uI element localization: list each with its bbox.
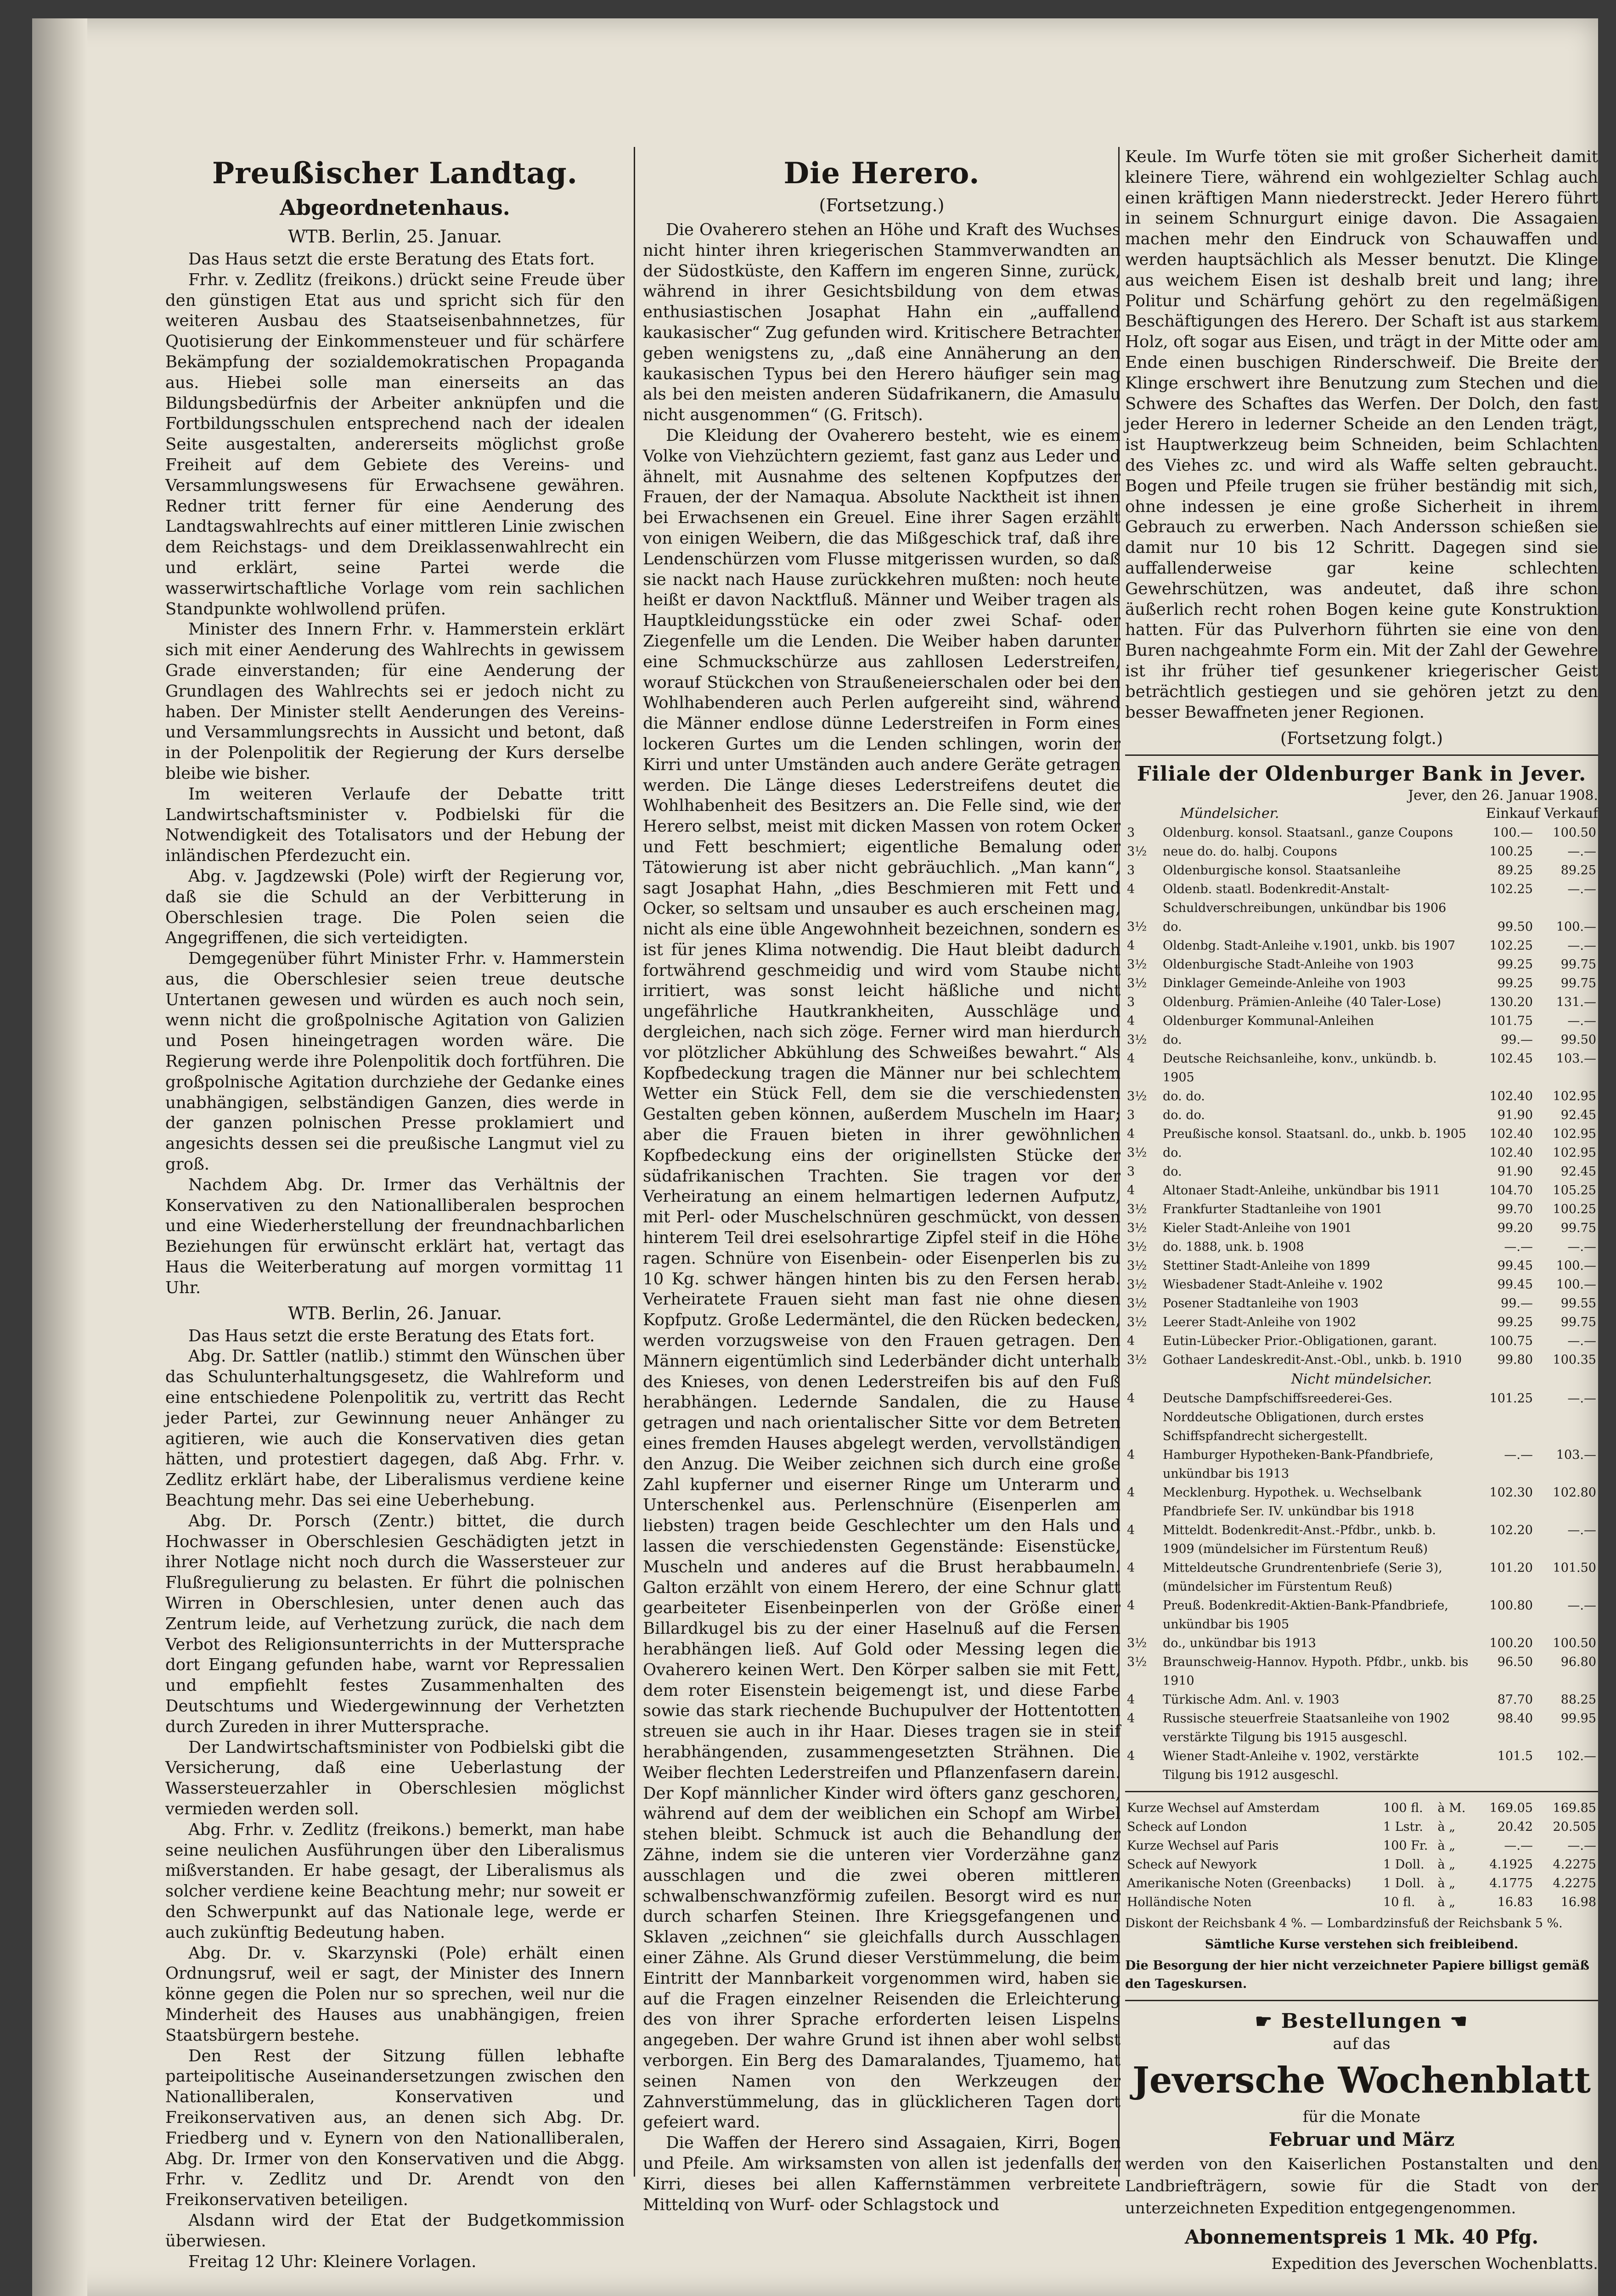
exchange-table bbox=[1125, 1799, 1598, 1912]
sell-cell: 99.50 bbox=[1560, 1033, 1596, 1047]
buy-cell: 96.50 bbox=[1497, 1655, 1533, 1670]
sell-cell: 100.50 bbox=[1553, 1636, 1596, 1651]
table-row bbox=[1125, 1125, 1598, 1143]
paragraph: Abg. Frhr. v. Zedlitz (freikons.) bemerkt, man habe seine neulichen Ausführungen über den Liberalismus mißverstanden. Er habe gesagt, der Liberalismus als solcher verdiene keine Beachtung mehr; nur soweit er den Schwerpunkt auf das Nationale lege, werde er auch zukünftig Bedeutung haben. bbox=[165, 1820, 625, 1942]
buy-cell: 99.45 bbox=[1497, 1259, 1533, 1273]
article-subtitle: (Fortsetzung.) bbox=[819, 195, 945, 215]
buy-cell: 101.25 bbox=[1489, 1391, 1533, 1406]
security-cell: Kieler Stadt-Anleihe von 1901 bbox=[1163, 1221, 1352, 1236]
paragraph: Abg. Dr. v. Skarzynski (Pole) erhält einen Ordnungsruf, weil er sagt, der Minister des Innern könne gegen die Polen nur so sprechen, weil nur die Minderheit des Hauses aus unabhängigen, freien Staatsbürgern bestehe. bbox=[165, 1943, 625, 2045]
security-cell: Posener Stadtanleihe von 1903 bbox=[1163, 1296, 1359, 1311]
security-cell: Braunschweig-Hannov. Hypoth. Pfdbr., unkb. bis 1910 bbox=[1163, 1655, 1469, 1688]
buy-cell: 100.25 bbox=[1489, 844, 1533, 859]
paragraph: Die Ovaherero stehen an Höhe und Kraft des Wuchses nicht hinter ihren kriegerischen Stammverwandten an der Südostküste, den Kaffern im engeren Sinne, zurück, während in ihrer Gesichtsbildung von dem etwas enthusiastischen Josaphat Hahn ein „auffallend kaukasischer“ Zug gefunden wird. Kritischere Betrachter geben wenigstens zu, „daß eine Annäherung an den kaukasischen Typus bei den Herero häufiger sein mag als bei den meisten anderen Südafrikanern, die Amasulu nicht ausgenommen“ (G. Fritsch). bbox=[643, 220, 1121, 425]
security-cell: do., unkündbar bis 1913 bbox=[1163, 1636, 1316, 1651]
rates-note: Sämtliche Kurse verstehen sich freibleibend. bbox=[1205, 1937, 1519, 1952]
table-row bbox=[1125, 1596, 1598, 1634]
table-row bbox=[1125, 1256, 1598, 1275]
article-title: Preußischer Landtag. bbox=[212, 156, 578, 191]
buy-cell: 169.05 bbox=[1489, 1801, 1533, 1816]
buy-cell: 101.20 bbox=[1489, 1561, 1533, 1576]
security-cell: Altonaer Stadt-Anleihe, unkündbar bis 1911 bbox=[1163, 1183, 1441, 1198]
buy-cell: 102.25 bbox=[1489, 939, 1533, 953]
paragraph: Alsdann wird der Etat der Budgetkommission überwiesen. bbox=[165, 2211, 625, 2251]
sell-cell: 100.35 bbox=[1553, 1353, 1596, 1367]
buy-cell: 99.25 bbox=[1497, 957, 1533, 972]
paragraph: Die Kleidung der Ovaherero besteht, wie es einem Volke von Viehzüchtern geziemt, fast ganz aus Leder und ähnelt, mit Ausnahme des seltenen Kopfputzes der Frauen, der der Namaqua. Absolute Nacktheit ist ihnen bei Erwachsenen ein Greuel. Eine ihrer Sagen erzählt von einigen Weibern, die das Mißgeschick traf, daß ihre Lendenschürzen vom Flusse mitgerissen wurden, so daß sie nackt nach Hause zurückkehren mußten: noch heute heißt er davon Nacktfluß. Männer und Weiber tragen als Hauptkleidungsstücke ein oder zwei Schaf- oder Ziegenfelle um die Lenden. Die Weiber haben darunter eine Schmuckschürze aus zahllosen Lederstreifen, worauf Stückchen von Straußeneierschalen oder bei den Wohlhabenderen auch Perlen aufgereiht sind, während die Männer endlose dünne Lederstreifen in Form eines lockeren Gurtes um die Lenden schlingen, worin der Kirri und unter Umständen auch andere Geräte getragen werden. Die Länge dieses Lederstreifens deutet die Wohlhabenheit des Besitzers an. Die Felle sind, wie der Herero selbst, meist mit dicken Massen von rotem Ocker und Fett beschmiert; eigentliche Bemalung oder Tätowierung ist aber nicht gebräuchlich. „Man kann“, sagt Josaphat Hahn, „dies Beschmieren mit Fett und Ocker, so seltsam und unsauber es auch erscheinen mag, nicht als eine üble Angewohnheit bezeichnen, sondern es ist für jenes Klima notwendig. Die Haut bleibt dadurch fortwährend geschmeidig und wird vom Staube nicht irritiert, was sonst leicht häßliche und nicht ungefährliche Hautkrankheiten, Ausschläge und dergleichen, nach sich zöge. Ferner wird man hierdurch vor plötzlicher Abkühlung des Schweißes bewahrt.“ Als Kopfbedeckung tragen die Männer nur bei schlechtem Wetter ein Stück Fell, dem sie die verschiedensten Gestalten geben können, außerdem Muscheln im Haar; aber die Frauen bieten in ihrer gewöhnlichen Kopfbedeckung eins der originellsten Stücke der südafrikanischen Trachten. Sie tragen vor der Verheiratung an einem helmartigen ledernen Aufputz, mit Perl- oder Muschelschnüren geschmückt, von dessen hinterem Teil drei eselsohrartige Zipfel steif in die Höhe ragen. Schnüre von Eisenbein- oder Eisenperlen bis zu 10 Kg. schwer hängen hinten bis zu den Fersen herab. Verheiratete Frauen sieht man fast nie ohne diesen Kopfputz. Große Ledermäntel, die den Rücken bedecken, werden vorzugsweise von den Frauen getragen. Den Männern eigentümlich sind Lederbänder dicht unterhalb des Knieses, von denen Lederstreifen bis auf den Fuß herabhängen. Ledernde Sandalen, die zu Hause getragen und nach orientalischer Sitte vor dem Betreten eines fremden Hauses abgelegt werden, vervollständigen den Anzug. Die Weiber zeichnen sich durch eine große Zahl kupferner und eiserner Ringe um Unterarm und Unterschenkel aus. Perlenschnüre (Eisenperlen am liebsten) tragen beide Geschlechter um den Hals und lassen die verschiedensten Gegenstände: Eisenstücke, Muscheln und anderes auf die Brust herabbaumeln. Galton erzählt von einem Herero, der eine Schnur glatt gearbeiteter Eisenbeinperlen von der Größe einer Billardkugel bis zu der einer Haselnuß auf die Fersen herabhängen ließ. Auf Gold oder Messing legen die Ovaherero keinen Wert. Den Körper salben sie mit Fett, dem roter Eisenstein beigemengt ist, und diese Farbe sowie das stark riechende Buchupulver der Hottentotten streuen sie auch in ihr Haar. Dieses tragen sie in steif herabhängenden, zusammengesetzten Strähnen. Die Weiber flechten Lederstreifen und Pflanzenfasern darein. Der Kopf männlicher Kinder wird öfters ganz geschoren, während auf dem der weiblichen ein Schopf am Wirbel stehen bleibt. Schmuck ist auch die Behandlung der Zähne, indem sie die unteren vier Vorderzähne ganz ausschlagen und die zwei oberen mittleren schwalbenschwanzförmig zufeilen. Besorgt wird es nur durch scharfen Steinen. Ihre Kriegsgefangenen und Sklaven „zeichnen“ sie gleichfalls durch Ausschlagen einer Zähne. Als Grund dieser Verstümmelung, die beim Eintritt der Mannbarkeit vorgenommen wird, haben sie auf die Fragen einzelner Reisenden die Erleichterung des von ihrer Sprache erforderten leisen Lispelns angegeben. Der wahre Grund ist ihnen aber wohl selbst verborgen. Ein Berg des Damaralandes, Tjuamemo, hat seinen Namen von den Werkzeugen der Zahnverstümmelung, das in glücklicheren Tagen dort gefeiert ward. bbox=[643, 426, 1121, 2132]
paragraph: Abg. Dr. Porsch (Zentr.) bittet, die durch Hochwasser in Oberschlesien Geschädigten jetzt in ihrer Notlage nicht noch durch die Wassersteuer zur Flußregulierung zu belasten. Er führt die polnischen Wirren in Oberschlesien, unter denen auch das Zentrum leide, auf Verhetzung zurück, die nach dem Verbot des Religionsunterrichts in der Muttersprache dort Eingang gefunden habe, warnt vor Repressalien und empfiehlt festes Zusammenhalten des Deutschtums und Wiedergewinnung der Verhetzten durch Zureden in ihrer Muttersprache. bbox=[165, 1511, 625, 1736]
rate-cell: 3½ bbox=[1127, 920, 1147, 934]
table-row bbox=[1125, 1049, 1598, 1087]
paragraph: Das Haus setzt die erste Beratung des Etats fort. bbox=[188, 1326, 595, 1345]
currency-cell: à „ bbox=[1437, 1839, 1456, 1853]
sell-cell: 103.— bbox=[1556, 1448, 1596, 1463]
sell-cell: —.— bbox=[1567, 882, 1596, 897]
exchange-label: Kurze Wechsel auf Amsterdam bbox=[1127, 1801, 1320, 1816]
sell-cell: 99.55 bbox=[1560, 1296, 1596, 1311]
unit-cell: 1 Doll. bbox=[1383, 1857, 1425, 1872]
buy-cell: 91.90 bbox=[1497, 1165, 1533, 1179]
security-cell: Oldenburger Kommunal-Anleihen bbox=[1163, 1014, 1374, 1029]
table-row bbox=[1125, 1162, 1598, 1181]
bank-date-row bbox=[1125, 788, 1598, 804]
sell-cell: 20.505 bbox=[1553, 1820, 1596, 1835]
rate-cell: 4 bbox=[1127, 1334, 1135, 1349]
bank-date: Jever, den 26. Januar 1908. bbox=[1408, 788, 1598, 804]
security-cell: Mitteldeutsche Grundrentenbriefe (Serie 3), (mündelsicher im Fürstentum Reuß) bbox=[1163, 1561, 1442, 1594]
paragraph: Den Rest der Sitzung füllen lebhafte parteipolitische Auseinandersetzungen zwischen den Nationalliberalen, Konservativen und Freikonservativen aus, an denen sich Abg. Dr. Friedberg und v. Eynern von den Nationalliberalen, Abg. Dr. Irmer von den Konservativen und die Abgg. Frhr. v. Zedlitz und Dr. Arendt von den Freikonservativen beteiligen. bbox=[165, 2046, 625, 2210]
security-cell: Gothaer Landeskredit-Anst.-Obl., unkb. b. 1910 bbox=[1163, 1353, 1462, 1367]
divider bbox=[1125, 754, 1598, 756]
table-row bbox=[1125, 1799, 1598, 1818]
sell-cell: —.— bbox=[1567, 1240, 1596, 1255]
table-row bbox=[1125, 1351, 1598, 1369]
sell-cell: 102.95 bbox=[1553, 1146, 1596, 1160]
security-cell: Dinklager Gemeinde-Anleihe von 1903 bbox=[1163, 976, 1406, 991]
sell-cell: 102.— bbox=[1556, 1749, 1596, 1764]
table-row bbox=[1125, 955, 1598, 974]
exchange-label: Scheck auf London bbox=[1127, 1820, 1247, 1835]
buy-cell: 102.25 bbox=[1489, 882, 1533, 897]
table-row bbox=[1125, 1446, 1598, 1483]
sell-cell: 89.25 bbox=[1560, 863, 1596, 878]
buy-cell: 99.— bbox=[1501, 1296, 1533, 1311]
table-row bbox=[1125, 1690, 1598, 1709]
security-cell: do. bbox=[1163, 1165, 1182, 1179]
paragraph: Freitag 12 Uhr: Kleinere Vorlagen. bbox=[188, 2252, 477, 2271]
buy-cell: 102.40 bbox=[1489, 1127, 1533, 1142]
rate-cell: 4 bbox=[1127, 1598, 1135, 1613]
rate-cell: 3 bbox=[1127, 995, 1135, 1010]
page-edge bbox=[32, 18, 87, 2296]
buy-cell: 4.1775 bbox=[1489, 1876, 1533, 1891]
ad-price: Abonnementspreis 1 Mk. 40 Pfg. bbox=[1184, 2226, 1539, 2249]
currency-cell: à „ bbox=[1437, 1895, 1456, 1910]
buy-cell: 99.45 bbox=[1497, 1277, 1533, 1292]
buy-cell: 4.1925 bbox=[1489, 1857, 1533, 1872]
ad-heading bbox=[1125, 2009, 1598, 2033]
ad-text: für die Monate bbox=[1302, 2108, 1421, 2127]
sell-cell: 99.75 bbox=[1560, 1315, 1596, 1330]
sell-cell: 99.75 bbox=[1560, 976, 1596, 991]
currency-cell: à „ bbox=[1437, 1857, 1456, 1872]
table-row bbox=[1125, 1818, 1598, 1836]
rate-cell: 4 bbox=[1127, 1014, 1135, 1029]
buy-cell: 20.42 bbox=[1497, 1820, 1533, 1835]
ad-signature: Expedition des Jeverschen Wochenblatts. bbox=[1271, 2255, 1598, 2273]
sell-cell: 105.25 bbox=[1553, 1183, 1596, 1198]
paragraph: Nachdem Abg. Dr. Irmer das Verhältnis der Konservativen zu den Nationalliberalen besprochen und eine Wiederherstellung der freundnachbarlichen Beziehungen für erwünscht erklärt hat, vertagt das Haus die Weiterberatung auf morgen vormittag 11 Uhr. bbox=[165, 1175, 625, 1297]
paragraph: Der Landwirtschaftsminister von Podbielski gibt die Versicherung, daß eine Ueberlastung der Wassersteuerzahler in Oberschlesien möglichst vermieden werden soll. bbox=[165, 1738, 625, 1818]
rate-cell: 4 bbox=[1127, 939, 1135, 953]
pointing-hand-icon: ☚ bbox=[1450, 2010, 1469, 2033]
rate-cell: 3 bbox=[1127, 1108, 1135, 1123]
buy-cell: 100.— bbox=[1492, 826, 1533, 840]
buy-cell: 99.80 bbox=[1497, 1353, 1533, 1367]
table-row bbox=[1125, 1294, 1598, 1313]
security-cell: Frankfurter Stadtanleihe von 1901 bbox=[1163, 1202, 1383, 1217]
ad-heading-text: Bestellungen bbox=[1281, 2009, 1442, 2033]
rate-cell: 4 bbox=[1127, 882, 1135, 897]
table-row bbox=[1125, 861, 1598, 880]
table-row bbox=[1125, 1313, 1598, 1332]
security-cell: do. bbox=[1163, 1033, 1182, 1047]
sell-cell: 4.2275 bbox=[1553, 1876, 1596, 1891]
rate-cell: 4 bbox=[1127, 1127, 1135, 1142]
newspaper-page bbox=[32, 18, 1598, 2296]
header-sell: Verkauf bbox=[1544, 805, 1598, 822]
group-label: Nicht mündelsicher. bbox=[1291, 1371, 1432, 1388]
sell-cell: —.— bbox=[1567, 844, 1596, 859]
rate-cell: 3½ bbox=[1127, 1636, 1147, 1651]
buy-cell: 102.45 bbox=[1489, 1052, 1533, 1066]
bank-title: Filiale der Oldenburger Bank in Jever. bbox=[1137, 762, 1587, 786]
exchange-label: Amerikanische Noten (Greenbacks) bbox=[1127, 1876, 1351, 1891]
paragraph: Demgegenüber führt Minister Frhr. v. Hammerstein aus, die Oberschlesier seien treue deutsche Untertanen gewesen und würden es auch noch sein, wenn nicht die großpolnische Agitation von Galizien und Posen hineingetragen worden wäre. Die Regierung werde ihre Polenpolitik doch fortführen. Die großpolnische Agitation durchziehe der Gedanke eines unabhängigen, selbständigen Ganzen, dies werde in der ganzen polnischen Presse proklamiert und angesichts dessen sei die preußische Langmut viel zu groß. bbox=[165, 949, 625, 1174]
exchange-label: Kurze Wechsel auf Paris bbox=[1127, 1839, 1279, 1853]
sell-cell: 100.50 bbox=[1553, 826, 1596, 840]
article-subtitle: Abgeordnetenhaus. bbox=[280, 195, 510, 220]
paragraph: Die Waffen der Herero sind Assagaien, Kirri, Bogen und Pfeile. Am wirksamsten von allen ist jedenfalls der Kirri, dieses bei allen Kaffernstämmen verbreitete Mitteldinq von Wurf- oder Schlagstock und bbox=[643, 2133, 1121, 2214]
header-buy: Einkauf bbox=[1486, 805, 1540, 822]
security-cell: Hamburger Hypotheken-Bank-Pfandbriefe, unkündbar bis 1913 bbox=[1163, 1448, 1434, 1481]
rate-cell: 4 bbox=[1127, 1711, 1135, 1726]
sell-cell: —.— bbox=[1567, 1391, 1596, 1406]
rate-cell: 3½ bbox=[1127, 1089, 1147, 1104]
ad-months: Februar und März bbox=[1268, 2129, 1455, 2151]
table-row bbox=[1125, 1709, 1598, 1747]
table-row bbox=[1125, 1836, 1598, 1855]
rate-cell: 3½ bbox=[1127, 1315, 1147, 1330]
rate-cell: 4 bbox=[1127, 1749, 1135, 1764]
discount-note: Diskont der Reichsbank 4 %. — Lombardzinsfuß der Reichsbank 5 %. bbox=[1125, 1916, 1563, 1931]
rate-cell: 4 bbox=[1127, 1052, 1135, 1066]
security-cell: do. bbox=[1163, 920, 1182, 934]
security-cell: Oldenburg. Prämien-Anleihe (40 Taler-Lose) bbox=[1163, 995, 1441, 1010]
buy-cell: 101.5 bbox=[1497, 1749, 1533, 1764]
rate-cell: 3½ bbox=[1127, 1202, 1147, 1217]
security-cell: Leerer Stadt-Anleihe von 1902 bbox=[1163, 1315, 1357, 1330]
buy-cell: 100.80 bbox=[1489, 1598, 1533, 1613]
security-cell: Stettiner Stadt-Anleihe von 1899 bbox=[1163, 1259, 1370, 1273]
dateline: WTB. Berlin, 26. Januar. bbox=[287, 1303, 502, 1323]
table-row bbox=[1125, 1855, 1598, 1874]
divider bbox=[1125, 1791, 1598, 1792]
buy-cell: 89.25 bbox=[1497, 863, 1533, 878]
sell-cell: 100.— bbox=[1556, 920, 1596, 934]
sell-cell: 99.75 bbox=[1560, 957, 1596, 972]
currency-cell: à M. bbox=[1437, 1801, 1466, 1816]
table-row bbox=[1125, 1747, 1598, 1784]
table-row bbox=[1125, 1483, 1598, 1521]
rate-cell: 3½ bbox=[1127, 1146, 1147, 1160]
table-row bbox=[1125, 1012, 1598, 1030]
buy-cell: —.— bbox=[1504, 1240, 1533, 1255]
sell-cell: 92.45 bbox=[1560, 1108, 1596, 1123]
table-row bbox=[1125, 974, 1598, 993]
security-cell: Oldenbg. Stadt-Anleihe v.1901, unkb. bis 1907 bbox=[1163, 939, 1456, 953]
paragraph: Frhr. v. Zedlitz (freikons.) drückt seine Freude über den günstigen Etat aus und spricht sich für den weiteren Ausbau des Staatseisenbahnnetzes, für Quotisierung der Einkommensteuer und für schärfere Bekämpfung der sozialdemokratischen Propaganda aus. Hiebei solle man einerseits an das Bildungsbedürfnis der Arbeiter anknüpfen und die Fortbildungsschulen entsprechend nach der idealen Seite ausgestalten, andererseits möglichst große Freiheit auf dem Gebiete des Vereins- und Versammlungswesens für Erwachsene gewähren. Redner tritt ferner für eine Aenderung des Landtagswahlrechts auf einer mittleren Linie zwischen dem Reichstags- und dem Dreiklassenwahlrecht ein und erklärt, seine Partei werde die wasserwirtschaftliche Vorlage vom rein sachlichen Standpunkte wohlwollend prüfen. bbox=[165, 270, 625, 619]
security-cell: Preuß. Bodenkredit-Aktien-Bank-Pfandbriefe, unkündbar bis 1905 bbox=[1163, 1598, 1448, 1632]
buy-cell: 100.20 bbox=[1489, 1636, 1533, 1651]
rate-cell: 3½ bbox=[1127, 976, 1147, 991]
security-cell: Wiener Stadt-Anleihe v. 1902, verstärkte Tilgung bis 1912 ausgeschl. bbox=[1163, 1749, 1419, 1783]
bank-table bbox=[1125, 762, 1598, 1993]
table-row bbox=[1125, 1634, 1598, 1653]
rate-cell: 4 bbox=[1127, 1448, 1135, 1463]
table-row bbox=[1125, 1653, 1598, 1690]
security-cell: Russische steuerfreie Staatsanleihe von 1902 verstärkte Tilgung bis 1915 ausgeschl. bbox=[1163, 1711, 1450, 1745]
table-row bbox=[1125, 1106, 1598, 1125]
table-row bbox=[1125, 1521, 1598, 1559]
security-cell: do. do. bbox=[1163, 1089, 1205, 1104]
unit-cell: 10 fl. bbox=[1383, 1895, 1415, 1910]
security-cell: Deutsche Reichsanleihe, konv., unkündb. b. 1905 bbox=[1163, 1052, 1437, 1085]
buy-cell: 101.75 bbox=[1489, 1014, 1533, 1029]
sell-cell: 103.— bbox=[1556, 1052, 1596, 1066]
buy-cell: 87.70 bbox=[1497, 1693, 1533, 1707]
table-row bbox=[1125, 1143, 1598, 1162]
sell-cell: 102.80 bbox=[1553, 1486, 1596, 1500]
rate-cell: 3½ bbox=[1127, 1221, 1147, 1236]
sell-cell: 92.45 bbox=[1560, 1165, 1596, 1179]
column-herero bbox=[643, 147, 1121, 2215]
security-cell: Oldenb. staatl. Bodenkredit-Anstalt-Schuldverschreibungen, unkündbar bis 1906 bbox=[1163, 882, 1447, 916]
sell-cell: 102.95 bbox=[1553, 1089, 1596, 1104]
sell-cell: —.— bbox=[1567, 1523, 1596, 1538]
buy-cell: 102.30 bbox=[1489, 1486, 1533, 1500]
unit-cell: 1 Lstr. bbox=[1383, 1820, 1423, 1835]
sell-cell: 169.85 bbox=[1553, 1801, 1596, 1816]
security-cell: Mecklenburg. Hypothek. u. Wechselbank Pfandbriefe Ser. IV. unkündbar bis 1918 bbox=[1163, 1486, 1422, 1519]
buy-cell: 16.83 bbox=[1497, 1895, 1533, 1910]
table-row bbox=[1125, 1275, 1598, 1294]
sell-cell: 99.75 bbox=[1560, 1221, 1596, 1236]
sell-cell: —.— bbox=[1567, 939, 1596, 953]
continuation-note: (Fortsetzung folgt.) bbox=[1280, 729, 1443, 748]
pointing-hand-icon: ☛ bbox=[1255, 2010, 1273, 2033]
table-row bbox=[1125, 1030, 1598, 1049]
security-cell: Oldenburgische konsol. Staatsanleihe bbox=[1163, 863, 1401, 878]
security-cell: Deutsche Dampfschiffsreederei-Ges. Norddeutsche Obligationen, durch erstes Schiffspfandrecht sichergestellt. bbox=[1163, 1391, 1424, 1444]
buy-cell: 99.25 bbox=[1497, 976, 1533, 991]
column-right bbox=[1125, 147, 1598, 2273]
security-cell: do. bbox=[1163, 1146, 1182, 1160]
sell-cell: 102.95 bbox=[1553, 1127, 1596, 1142]
article-title: Die Herero. bbox=[783, 156, 980, 191]
sell-cell: 101.50 bbox=[1553, 1561, 1596, 1576]
rate-cell: 3½ bbox=[1127, 1033, 1147, 1047]
rates-table-2 bbox=[1125, 1389, 1598, 1784]
sell-cell: —.— bbox=[1567, 1598, 1596, 1613]
security-cell: Oldenburg. konsol. Staatsanl., ganze Coupons bbox=[1163, 826, 1453, 840]
security-cell: do. do. bbox=[1163, 1108, 1205, 1123]
table-row bbox=[1125, 1389, 1598, 1446]
currency-cell: à „ bbox=[1437, 1876, 1456, 1891]
unit-cell: 100 fl. bbox=[1383, 1801, 1423, 1816]
rate-cell: 3 bbox=[1127, 826, 1135, 840]
security-cell: Wiesbadener Stadt-Anleihe v. 1902 bbox=[1163, 1277, 1383, 1292]
buy-cell: 130.20 bbox=[1489, 995, 1533, 1010]
rate-cell: 4 bbox=[1127, 1183, 1135, 1198]
buy-cell: 91.90 bbox=[1497, 1108, 1533, 1123]
sell-cell: 16.98 bbox=[1560, 1895, 1596, 1910]
table-row bbox=[1125, 842, 1598, 861]
unit-cell: 100 Fr. bbox=[1383, 1839, 1428, 1853]
buy-cell: 99.70 bbox=[1497, 1202, 1533, 1217]
sell-cell: —.— bbox=[1567, 1014, 1596, 1029]
buy-cell: 104.70 bbox=[1489, 1183, 1533, 1198]
ad-text: auf das bbox=[1333, 2035, 1391, 2054]
bank-header-row bbox=[1125, 805, 1598, 822]
table-row bbox=[1125, 1332, 1598, 1351]
buy-cell: 99.25 bbox=[1497, 1315, 1533, 1330]
rate-cell: 4 bbox=[1127, 1561, 1135, 1576]
table-row bbox=[1125, 1181, 1598, 1200]
ad-body: werden von den Kaiserlichen Postanstalten und den Landbriefträgern, sowie für die Stadt von der unterzeichneten Expedition entgegengenommen. bbox=[1125, 2155, 1598, 2218]
table-row bbox=[1125, 993, 1598, 1012]
sell-cell: —.— bbox=[1567, 1839, 1596, 1853]
table-row bbox=[1125, 917, 1598, 936]
sell-cell: 100.25 bbox=[1553, 1202, 1596, 1217]
sell-cell: 100.— bbox=[1556, 1259, 1596, 1273]
security-cell: Eutin-Lübecker Prior.-Obligationen, garant. bbox=[1163, 1334, 1437, 1349]
table-row bbox=[1125, 1874, 1598, 1893]
buy-cell: —.— bbox=[1504, 1839, 1533, 1853]
buy-cell: —.— bbox=[1504, 1448, 1533, 1463]
divider bbox=[1125, 2000, 1598, 2001]
rate-cell: 3½ bbox=[1127, 957, 1147, 972]
rate-cell: 4 bbox=[1127, 1486, 1135, 1500]
security-cell: Mitteldt. Bodenkredit-Anst.-Pfdbr., unkb. b. 1909 (mündelsicher im Fürstentum Reuß) bbox=[1163, 1523, 1436, 1557]
paragraph: Das Haus setzt die erste Beratung des Etats fort. bbox=[188, 250, 595, 269]
table-row bbox=[1125, 1087, 1598, 1106]
rate-cell: 4 bbox=[1127, 1523, 1135, 1538]
sell-cell: 131.— bbox=[1556, 995, 1596, 1010]
ad-paper-name: Jeversche Wochenblatt bbox=[1132, 2060, 1591, 2102]
sell-cell: 96.80 bbox=[1560, 1655, 1596, 1670]
rate-cell: 3½ bbox=[1127, 844, 1147, 859]
security-cell: Oldenburgische Stadt-Anleihe von 1903 bbox=[1163, 957, 1414, 972]
rate-cell: 3 bbox=[1127, 863, 1135, 878]
rate-cell: 3 bbox=[1127, 1165, 1135, 1179]
rate-cell: 4 bbox=[1127, 1693, 1135, 1707]
dateline: WTB. Berlin, 25. Januar. bbox=[287, 226, 502, 247]
buy-cell: 98.40 bbox=[1497, 1711, 1533, 1726]
buy-cell: 102.40 bbox=[1489, 1089, 1533, 1104]
table-row bbox=[1125, 1238, 1598, 1256]
table-row bbox=[1125, 1200, 1598, 1219]
buy-cell: 100.75 bbox=[1489, 1334, 1533, 1349]
buy-cell: 99.— bbox=[1501, 1033, 1533, 1047]
rate-cell: 3½ bbox=[1127, 1296, 1147, 1311]
buy-cell: 99.50 bbox=[1497, 920, 1533, 934]
rate-cell: 3½ bbox=[1127, 1240, 1147, 1255]
rate-cell: 3½ bbox=[1127, 1353, 1147, 1367]
table-row bbox=[1125, 823, 1598, 842]
security-cell: Preußische konsol. Staatsanl. do., unkb. b. 1905 bbox=[1163, 1127, 1467, 1142]
buy-cell: 99.20 bbox=[1497, 1221, 1533, 1236]
sell-cell: 99.95 bbox=[1560, 1711, 1596, 1726]
table-row bbox=[1125, 1219, 1598, 1238]
rates-note: Die Besorgung der hier nicht verzeichneter Papiere billigst gemäß den Tageskursen. bbox=[1125, 1958, 1589, 1992]
paragraph: Abg. Dr. Sattler (natlib.) stimmt den Wünschen über das Schulunterhaltungsgesetz, die Wahlreform und eine entschiedene Polenpolitik zu, vertritt das Recht jeder Partei, zur Gewinnung neuer Anhänger zu agitieren, wie auch die Konservativen dies getan hätten, und protestiert dagegen, daß Abg. Frhr. v. Zedlitz erklärt habe, der Liberalismus verdiene keine Beachtung mehr. Das sei eine Ueberhebung. bbox=[165, 1347, 625, 1510]
table-row bbox=[1125, 936, 1598, 955]
rate-cell: 3½ bbox=[1127, 1277, 1147, 1292]
exchange-label: Scheck auf Newyork bbox=[1127, 1857, 1257, 1872]
subscription-ad bbox=[1125, 2009, 1598, 2273]
sell-cell: 4.2275 bbox=[1553, 1857, 1596, 1872]
rate-cell: 4 bbox=[1127, 1391, 1135, 1406]
buy-cell: 102.20 bbox=[1489, 1523, 1533, 1538]
rate-cell: 3½ bbox=[1127, 1655, 1147, 1670]
group-label: Mündelsicher. bbox=[1180, 805, 1279, 822]
column-rule bbox=[634, 147, 635, 2177]
paragraph: Abg. v. Jagdzewski (Pole) wirft der Regierung vor, daß sie die Schuld an der Verbitterung in Oberschlesien trage. Die Polen seien die Angegriffenen, die sich verteidigten. bbox=[165, 867, 625, 948]
currency-cell: à „ bbox=[1437, 1820, 1456, 1835]
rate-cell: 3½ bbox=[1127, 1259, 1147, 1273]
unit-cell: 1 Doll. bbox=[1383, 1876, 1425, 1891]
exchange-label: Holländische Noten bbox=[1127, 1895, 1252, 1910]
paragraph: Keule. Im Wurfe töten sie mit großer Sicherheit damit kleinere Tiere, während ein wohlgezielter Schlag auch einen kräftigen Mann niederstreckt. Jeder Herero führt in seinem Schnurgurt einige davon. Die Assagaien machen mehr den Eindruck von Schauwaffen und werden hauptsächlich als Messer benutzt. Die Klinge aus weichem Eisen ist deshalb breit und lang; ihre Politur und Schärfung gehört zu den regelmäßigen Beschäftigungen des Herero. Der Schaft ist aus starkem Holz, oft sogar aus Eisen, und trägt in der Mitte oder am Ende einen buschigen Rinderschweif. Die Breite der Klinge erschwert ihre Benutzung zum Stechen und die Schwere des Schaftes das Werfen. Der Dolch, den fast jeder Herero in lederner Scheide an den Lenden trägt, ist Hauptwerkzeug beim Schneiden, beim Schlachten des Viehes zc. und wird als Waffe selten gebraucht. Bogen und Pfeile trugen sie früher beständig mit sich, ohne indessen je eine große Sicherheit in ihrem Gebrauch zu erwerben. Nach Andersson schießen sie damit nur 10 bis 12 Schritt. Dagegen sind sie auffallenderweise gar keine schlechten Gewehrschützen, was andeutet, daß ihre schon äußerlich recht rohen Bogen keine gute Konstruktion hatten. Für das Pulverhorn führten sie eine von den Buren nachgeahmte Form ein. Mit der Zahl der Gewehre ist ihr früher tief gesunkener kriegerischer Geist beträchtlich gestiegen und sie gehören jetzt zu den besser Bewaffneten jener Regionen. bbox=[1125, 147, 1598, 722]
column-landtag bbox=[165, 147, 625, 2272]
table-row bbox=[1125, 880, 1598, 917]
buy-cell: 102.40 bbox=[1489, 1146, 1533, 1160]
sell-cell: 88.25 bbox=[1560, 1693, 1596, 1707]
rates-table-1 bbox=[1125, 823, 1598, 1369]
table-row bbox=[1125, 1559, 1598, 1596]
security-cell: neue do. do. halbj. Coupons bbox=[1163, 844, 1337, 859]
sell-cell: —.— bbox=[1567, 1334, 1596, 1349]
paragraph: Im weiteren Verlaufe der Debatte tritt Landwirtschaftsminister v. Podbielski für die Notwendigkeit des Totalisators und der Hebung der inländischen Pferdezucht ein. bbox=[165, 784, 625, 866]
table-row bbox=[1125, 1893, 1598, 1912]
security-cell: do. 1888, unk. b. 1908 bbox=[1163, 1240, 1304, 1255]
security-cell: Türkische Adm. Anl. v. 1903 bbox=[1163, 1693, 1340, 1707]
sell-cell: 100.— bbox=[1556, 1277, 1596, 1292]
paragraph: Minister des Innern Frhr. v. Hammerstein erklärt sich mit einer Aenderung des Wahlrechts in gewissem Grade einverstanden; für eine Aenderung der Grundlagen des Wahlrechts sei er jedoch nicht zu haben. Der Minister stellt Aenderungen des Vereins- und Versammlungsrechts in Aussicht und betont, daß in der Polenpolitik der Regierung der Kurs derselbe bleibe wie bisher. bbox=[165, 620, 625, 783]
